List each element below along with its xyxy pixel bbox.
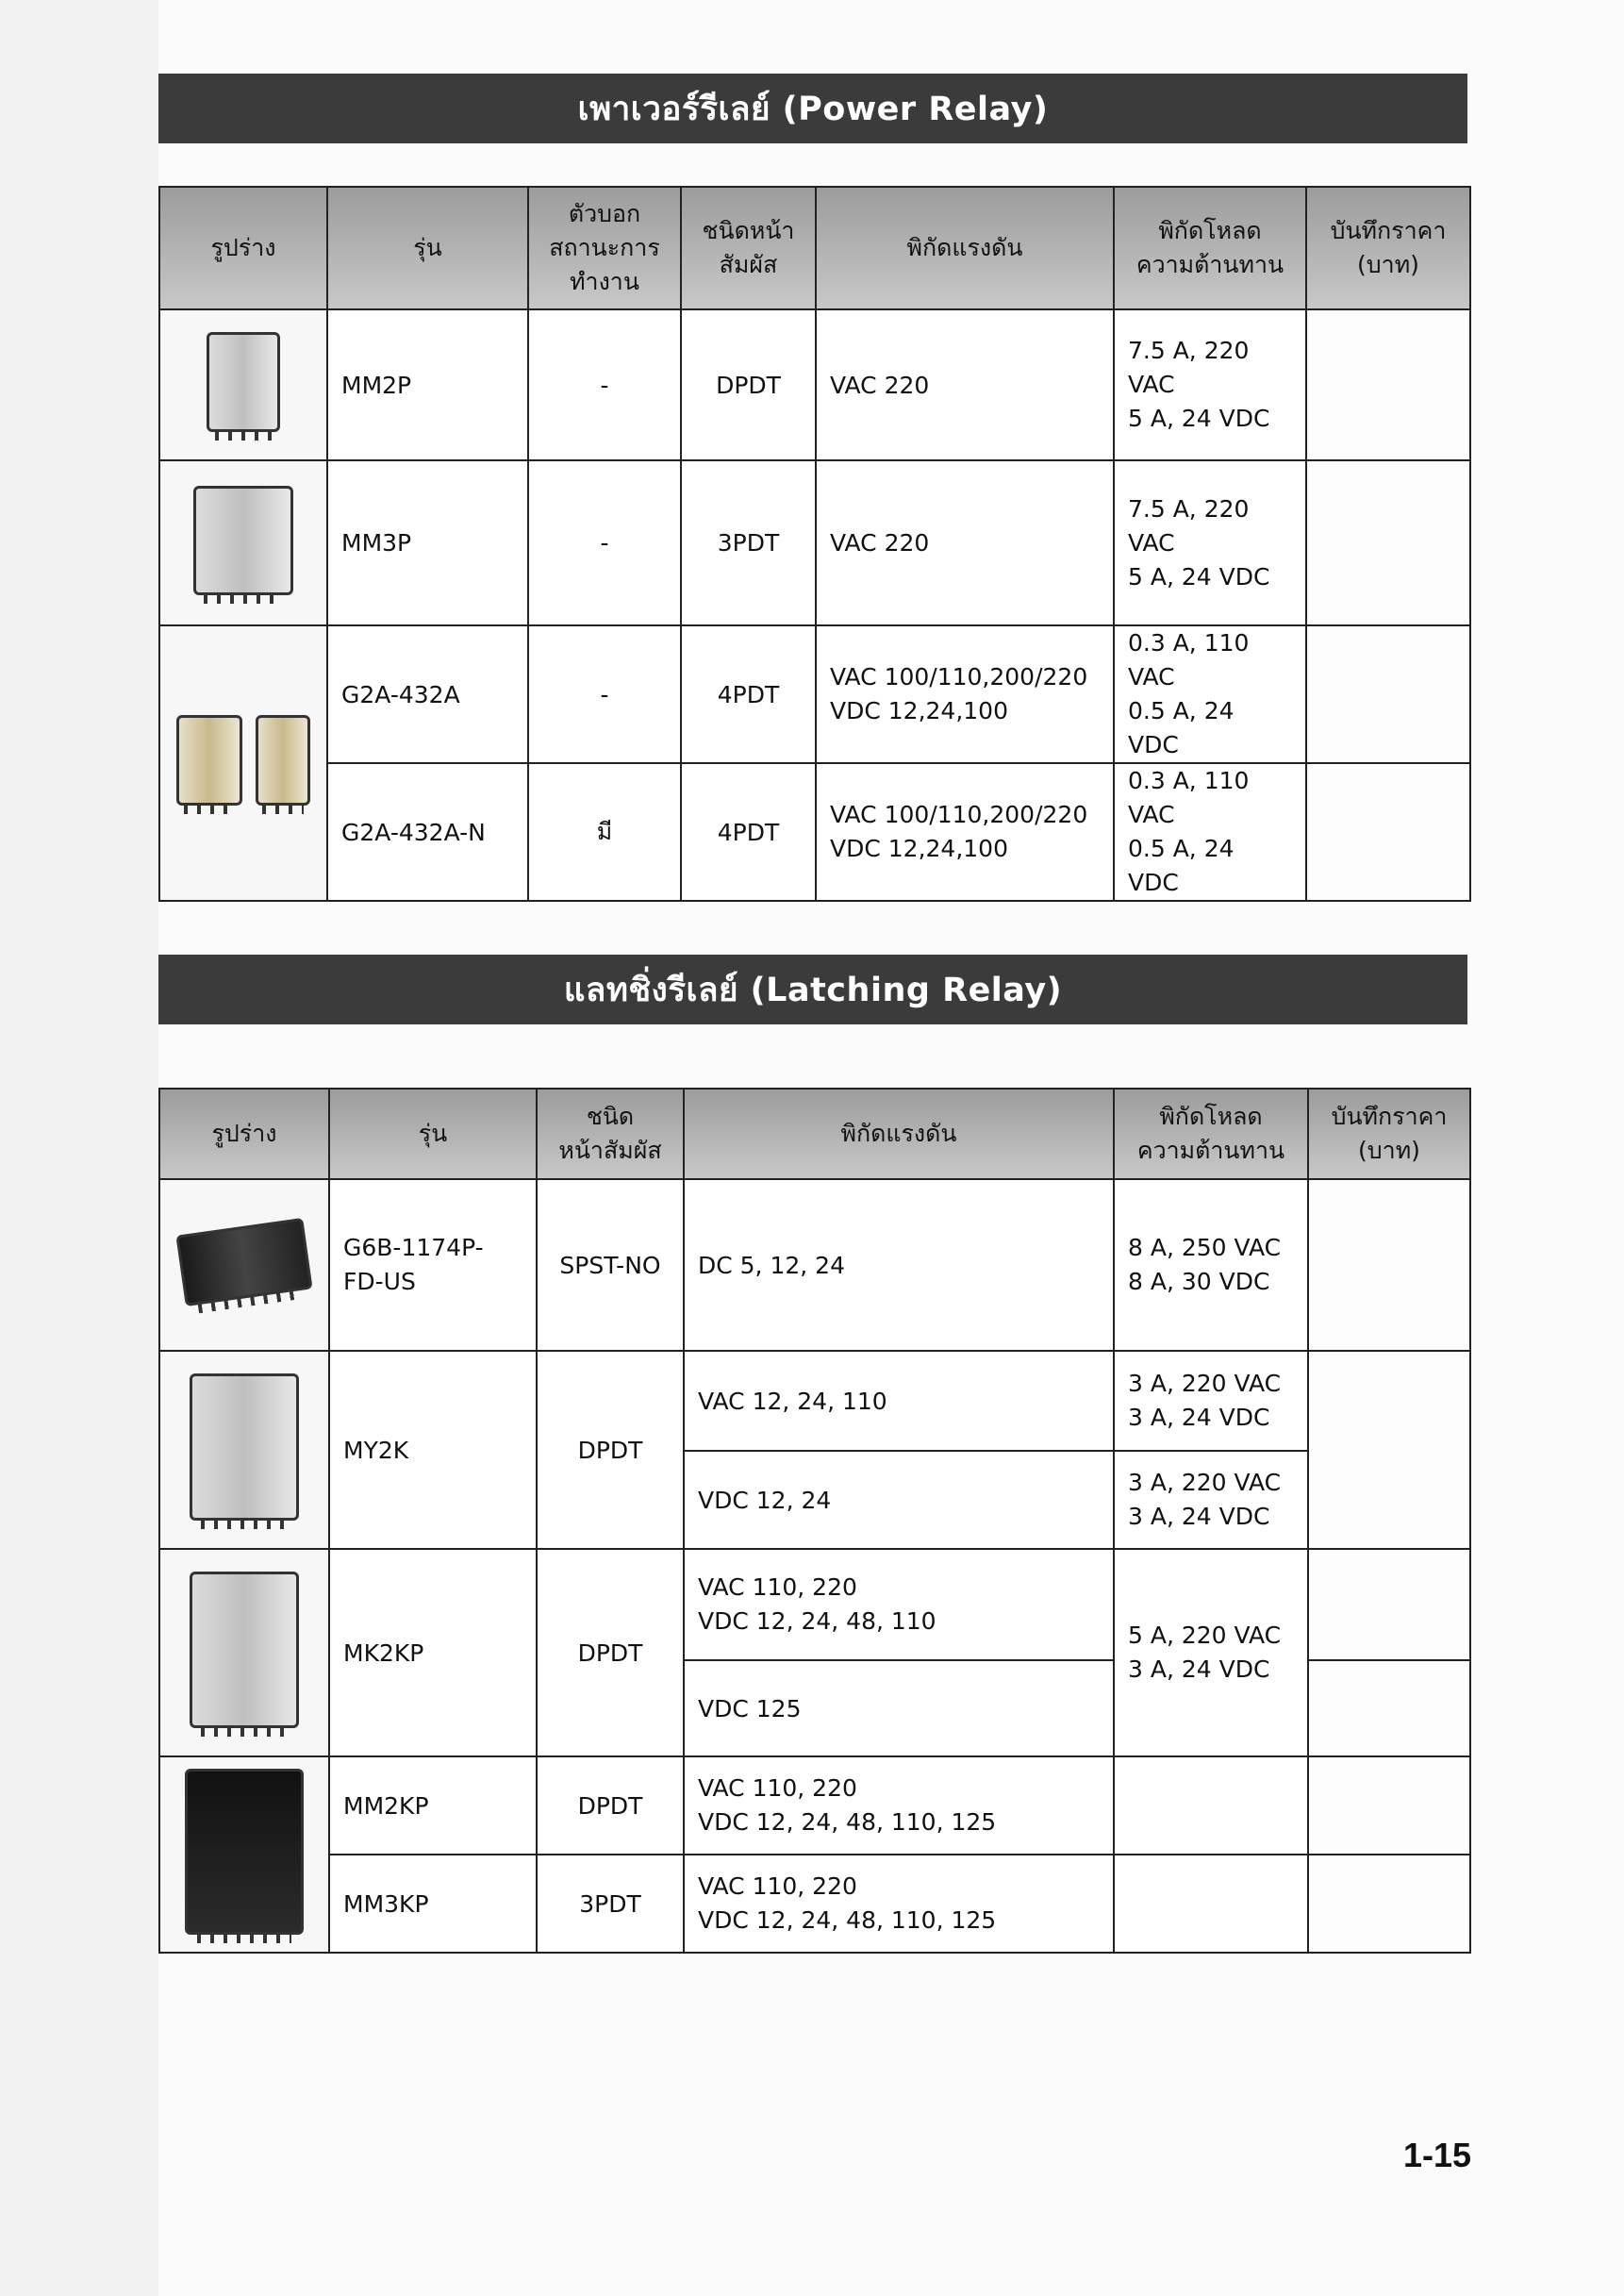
header-voltage: พิกัดแรงดัน <box>684 1089 1114 1179</box>
relay-image-g6b <box>159 1179 329 1351</box>
header-model: รุ่น <box>327 187 528 309</box>
power-relay-header-row <box>159 187 1470 309</box>
contact-cell: DPDT <box>681 309 816 460</box>
table-row <box>159 1756 1470 1855</box>
load-cell: 7.5 A, 220 VAC 5 A, 24 VDC <box>1114 309 1306 460</box>
load-cell: 5 A, 220 VAC 3 A, 24 VDC <box>1114 1549 1308 1756</box>
load-cell <box>1114 1756 1308 1855</box>
load-cell: 0.3 A, 110 VAC 0.5 A, 24 VDC <box>1114 625 1306 763</box>
table-row <box>159 460 1470 625</box>
voltage-cell: DC 5, 12, 24 <box>684 1179 1114 1351</box>
contact-cell: DPDT <box>537 1549 684 1756</box>
indicator-cell: - <box>528 625 681 763</box>
voltage-cell: VDC 125 <box>684 1660 1114 1756</box>
indicator-cell: - <box>528 309 681 460</box>
latching-relay-table <box>158 1088 1471 1954</box>
model-cell: MM3P <box>327 460 528 625</box>
latching-relay-header-row <box>159 1089 1470 1179</box>
table-row <box>159 1549 1470 1660</box>
voltage-cell: VAC 110, 220 VDC 12, 24, 48, 110, 125 <box>684 1855 1114 1953</box>
price-cell <box>1306 460 1470 625</box>
price-cell <box>1306 625 1470 763</box>
contact-cell: 3PDT <box>681 460 816 625</box>
price-cell <box>1308 1351 1470 1549</box>
load-cell: 3 A, 220 VAC 3 A, 24 VDC <box>1114 1451 1308 1549</box>
voltage-cell: VAC 100/110,200/220 VDC 12,24,100 <box>816 625 1114 763</box>
voltage-cell: VAC 220 <box>816 309 1114 460</box>
voltage-cell: VDC 12, 24 <box>684 1451 1114 1549</box>
header-price: บันทึกราคา (บาท) <box>1306 187 1470 309</box>
model-cell: MY2K <box>329 1351 537 1549</box>
table-row <box>159 309 1470 460</box>
header-voltage: พิกัดแรงดัน <box>816 187 1114 309</box>
indicator-cell: มี <box>528 763 681 901</box>
header-shape: รูปร่าง <box>159 1089 329 1179</box>
voltage-cell: VAC 220 <box>816 460 1114 625</box>
indicator-cell: - <box>528 460 681 625</box>
voltage-cell: VAC 110, 220 VDC 12, 24, 48, 110, 125 <box>684 1756 1114 1855</box>
model-cell: G6B-1174P- FD-US <box>329 1179 537 1351</box>
contact-cell: 4PDT <box>681 763 816 901</box>
load-cell: 8 A, 250 VAC 8 A, 30 VDC <box>1114 1179 1308 1351</box>
relay-image-mm2kp <box>159 1756 329 1953</box>
header-indicator: ตัวบอก สถานะการ ทำงาน <box>528 187 681 309</box>
latching-relay-title: แลทชิ่งรีเลย์ (Latching Relay) <box>158 955 1467 1024</box>
model-cell: MM2KP <box>329 1756 537 1855</box>
table-row <box>159 625 1470 763</box>
table-row <box>159 1179 1470 1351</box>
header-load: พิกัดโหลด ความต้านทาน <box>1114 187 1306 309</box>
model-cell: MK2KP <box>329 1549 537 1756</box>
contact-cell: SPST-NO <box>537 1179 684 1351</box>
voltage-cell: VAC 100/110,200/220 VDC 12,24,100 <box>816 763 1114 901</box>
voltage-cell: VAC 12, 24, 110 <box>684 1351 1114 1451</box>
header-model: รุ่น <box>329 1089 537 1179</box>
contact-cell: DPDT <box>537 1756 684 1855</box>
relay-image-mm2p <box>159 309 327 460</box>
model-cell: G2A-432A <box>327 625 528 763</box>
power-relay-table <box>158 186 1471 902</box>
page-left-edge <box>0 0 158 2296</box>
table-row <box>159 763 1470 901</box>
price-cell <box>1308 1179 1470 1351</box>
page-number: 1-15 <box>1402 2136 1471 2174</box>
model-cell: MM3KP <box>329 1855 537 1953</box>
load-cell: 0.3 A, 110 VAC 0.5 A, 24 VDC <box>1114 763 1306 901</box>
table-row <box>159 1351 1470 1451</box>
relay-image-my2k <box>159 1351 329 1549</box>
price-cell <box>1306 763 1470 901</box>
relay-image-g2a <box>159 625 327 901</box>
contact-cell: 4PDT <box>681 625 816 763</box>
contact-cell: DPDT <box>537 1351 684 1549</box>
header-load: พิกัดโหลด ความต้านทาน <box>1114 1089 1308 1179</box>
load-cell: 3 A, 220 VAC 3 A, 24 VDC <box>1114 1351 1308 1451</box>
header-price: บันทึกราคา (บาท) <box>1308 1089 1470 1179</box>
header-contact: ชนิด หน้าสัมผัส <box>537 1089 684 1179</box>
relay-image-mm3p <box>159 460 327 625</box>
table-row <box>159 1855 1470 1953</box>
price-cell <box>1306 309 1470 460</box>
relay-image-mk2kp <box>159 1549 329 1756</box>
power-relay-title: เพาเวอร์รีเลย์ (Power Relay) <box>158 74 1467 143</box>
contact-cell: 3PDT <box>537 1855 684 1953</box>
price-cell <box>1308 1660 1470 1756</box>
price-cell <box>1308 1855 1470 1953</box>
price-cell <box>1308 1549 1470 1660</box>
voltage-cell: VAC 110, 220 VDC 12, 24, 48, 110 <box>684 1549 1114 1660</box>
model-cell: MM2P <box>327 309 528 460</box>
load-cell <box>1114 1855 1308 1953</box>
load-cell: 7.5 A, 220 VAC 5 A, 24 VDC <box>1114 460 1306 625</box>
header-contact: ชนิดหน้า สัมผัส <box>681 187 816 309</box>
price-cell <box>1308 1756 1470 1855</box>
model-cell: G2A-432A-N <box>327 763 528 901</box>
header-shape: รูปร่าง <box>159 187 327 309</box>
